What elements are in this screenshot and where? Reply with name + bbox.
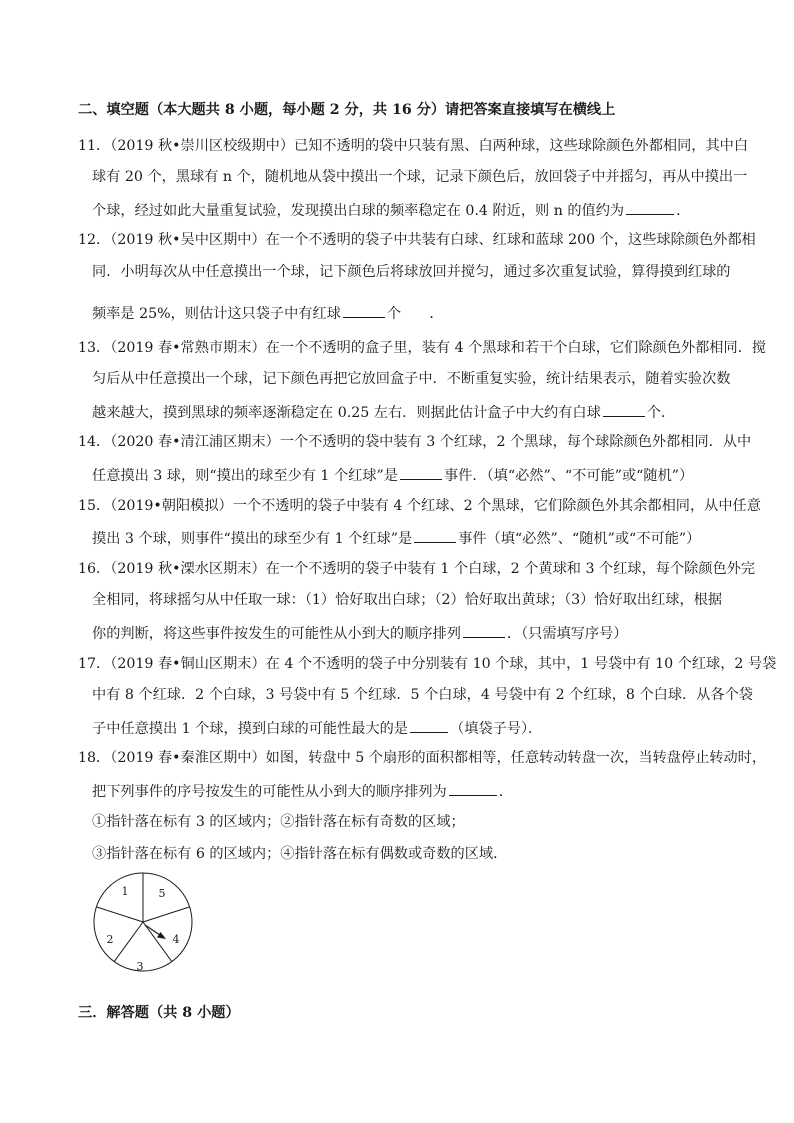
q15-end: 事件（填“必然”、“随机”或“不可能”） [458, 531, 701, 547]
q17-line-3 [92, 718, 542, 738]
q18-line-1: 18．（2019 春•秦淮区期中）如图，转盘中 5 个扇形的面积都相等，任意转动转盘一次，当转盘停止转动时， [78, 750, 767, 766]
q17-text: 子中任意摸出 1 个球，摸到白球的可能性最大的是 [92, 721, 408, 737]
q18-end: ． [498, 784, 513, 800]
q15-line-1: 15．（2019•朝阳模拟）一个不透明的袋子中装有 4 个红球、2 个黑球，它们除颜色外其余都相同，从中任意 [78, 498, 761, 514]
q15-line-2 [92, 528, 700, 548]
q18-answer-blank[interactable] [449, 781, 497, 796]
q11-line-1: 11．（2019 秋•崇川区校级期中）已知不透明的袋中只装有黑、白两种球，这些球除颜色外都相同，其中白 [78, 138, 749, 154]
q16-end: ．（只需填写序号） [506, 626, 628, 642]
q11-line-2: 球有 20 个，黑球有 n 个，随机地从袋中摸出一个球，记录下颜色后，放回袋子中并摇匀，再从中摸出一 [92, 169, 748, 185]
q15-answer-blank[interactable] [414, 528, 456, 543]
q13-end: 个． [646, 405, 676, 421]
q12-line-2: 同．小明每次从中任意摸出一个球，记下颜色后将球放回并搅匀，通过多次重复试验，算得摸到红球的 [92, 264, 731, 280]
q18-options-2: ③指针落在标有 6 的区域内；④指针落在标有偶数或奇数的区域． [92, 846, 508, 862]
q16-text: 你的判断，将这些事件按发生的可能性从小到大的顺序排列 [92, 626, 461, 642]
spinner-label-3: 3 [136, 960, 144, 973]
q11-end: ． [676, 203, 691, 219]
q13-answer-blank[interactable] [603, 402, 645, 417]
q17-end: （填袋子号）． [450, 721, 543, 737]
q13-line-3 [92, 402, 675, 422]
q14-end: 事件．（填“必然”、“不可能”或“随机”） [443, 468, 694, 484]
q12-end: 个 ． [386, 306, 444, 322]
q11-text: 个球，经过如此大量重复试验，发现摸出白球的频率稳定在 0.4 附近，则 n 的值约为 [92, 203, 625, 219]
q11-answer-blank[interactable] [626, 200, 674, 215]
q16-answer-blank[interactable] [463, 623, 505, 638]
spinner-svg [92, 867, 194, 977]
q13-line-1: 13．（2019 春•常熟市期末）在一个不透明的盒子里，装有 4 个黑球和若干个白球，它们除颜色外都相同．搅 [78, 340, 767, 356]
section-3-heading: 三．解答题（共 8 小题） [78, 1005, 240, 1021]
q18-options-1: ①指针落在标有 3 的区域内；②指针落在标有奇数的区域； [92, 814, 465, 830]
q17-line-2: 中有 8 个红球．2 个白球，3 号袋中有 5 个红球．5 个白球，4 号袋中有 2 个红球，8 个白球．从各个袋 [92, 687, 753, 703]
q14-line-2 [92, 465, 693, 485]
q14-answer-blank[interactable] [400, 465, 442, 480]
spinner-label-5: 5 [158, 887, 166, 900]
q16-line-2: 全相同，将球摇匀从中任取一球：（1）恰好取出白球；（2）恰好取出黄球；（3）恰好取出红球，根据 [92, 592, 723, 608]
spinner-label-2: 2 [106, 933, 114, 946]
q13-line-2: 匀后从中任意摸出一个球，记下颜色再把它放回盒子中．不断重复实验，统计结果表示，随着实验次数 [92, 371, 731, 387]
q12-line-3 [92, 303, 444, 323]
q17-line-1: 17．（2019 春•铜山区期末）在 4 个不透明的袋子中分别装有 10 个球，其中，1 号袋中有 10 个红球，2 号袋 [78, 656, 777, 672]
spinner-figure [92, 867, 194, 977]
q11-line-3 [92, 200, 690, 220]
q12-line-1: 12．（2019 秋•吴中区期中）在一个不透明的袋子中共装有白球、红球和蓝球 200 个，这些球除颜色外都相 [78, 232, 756, 248]
q18-line-2 [92, 781, 513, 801]
q14-text: 任意摸出 3 球，则“摸出的球至少有 1 个红球”是 [92, 468, 398, 484]
q13-text: 越来越大，摸到黑球的频率逐渐稳定在 0.25 左右．则据此估计盒子中大约有白球 [92, 405, 601, 421]
q16-line-3 [92, 623, 627, 643]
spinner-label-1: 1 [121, 885, 129, 898]
spinner-label-4: 4 [172, 933, 180, 946]
q18-text: 把下列事件的序号按发生的可能性从小到大的顺序排列为 [92, 784, 447, 800]
q15-text: 摸出 3 个球，则事件“摸出的球至少有 1 个红球”是 [92, 531, 413, 547]
q12-text: 频率是 25%，则估计这只袋子中有红球 [92, 306, 341, 322]
q16-line-1: 16．（2019 秋•溧水区期末）在一个不透明的袋子中装有 1 个白球，2 个黄球和 3 个红球，每个除颜色外完 [78, 561, 756, 577]
section-2-heading: 二、填空题（本大题共 8 小题，每小题 2 分，共 16 分）请把答案直接填写在横线上 [78, 102, 616, 118]
q14-line-1: 14．（2020 春•清江浦区期末）一个不透明的袋中装有 3 个红球，2 个黑球，每个球除颜色外都相同．从中 [78, 434, 752, 450]
q12-answer-blank[interactable] [343, 303, 385, 318]
q17-answer-blank[interactable] [410, 718, 448, 733]
